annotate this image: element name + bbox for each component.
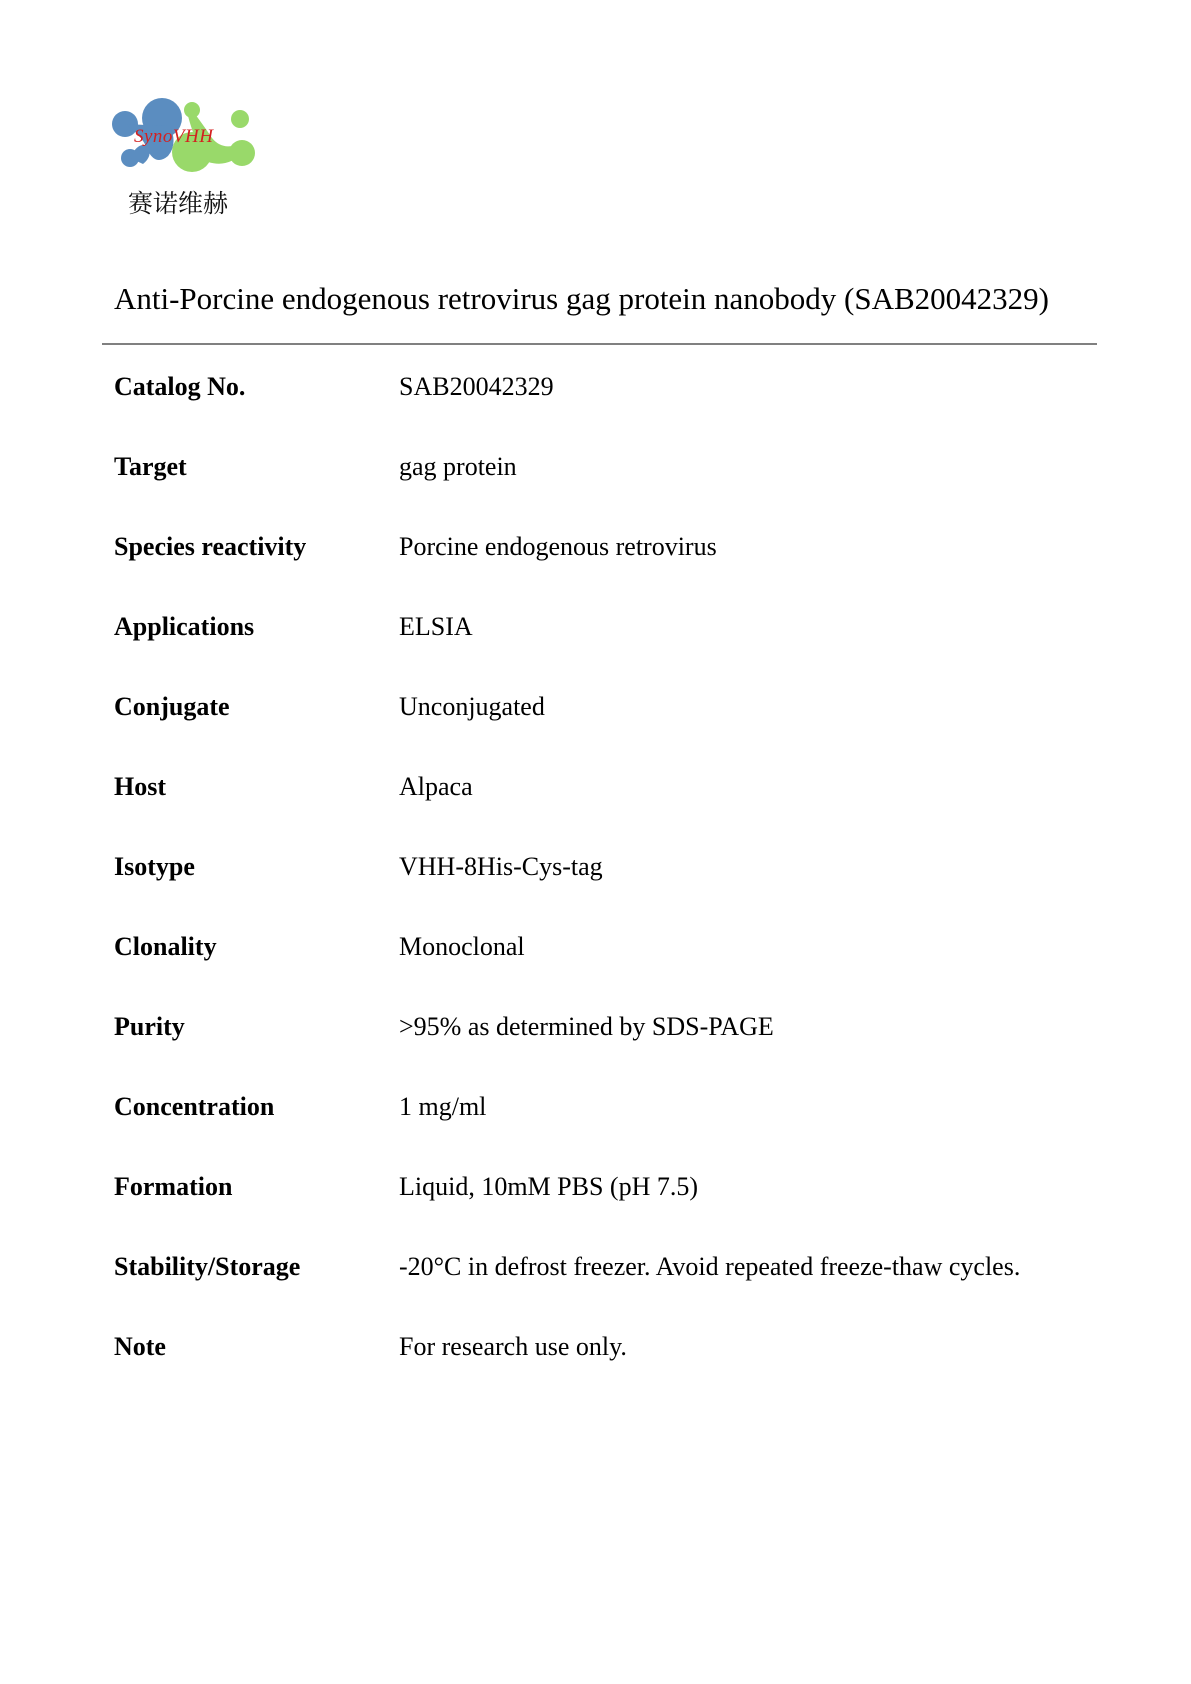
spec-value: gag protein — [399, 452, 517, 481]
logo-graphic — [108, 96, 258, 176]
title-divider — [102, 343, 1097, 345]
spec-row-clonality — [114, 930, 1114, 1010]
spec-label: Catalog No. — [114, 372, 246, 401]
page-title: Anti-Porcine endogenous retrovirus gag protein nanobody (SAB20042329) — [114, 281, 1050, 316]
spec-value: 1 mg/ml — [399, 1092, 487, 1121]
spec-label: Target — [114, 452, 187, 481]
spec-row-species-reactivity — [114, 530, 1114, 610]
spec-value: ELSIA — [399, 612, 473, 641]
spec-label: Host — [114, 772, 166, 801]
spec-label: Formation — [114, 1172, 233, 1201]
logo-brand-text: SynoVHH — [134, 126, 214, 147]
company-logo — [108, 96, 258, 226]
spec-value: Monoclonal — [399, 932, 525, 961]
spec-label: Note — [114, 1332, 166, 1361]
spec-row-concentration — [114, 1090, 1114, 1170]
spec-value: SAB20042329 — [399, 372, 554, 401]
spec-row-conjugate — [114, 690, 1114, 770]
spec-label: Concentration — [114, 1092, 275, 1121]
spec-label: Species reactivity — [114, 532, 307, 561]
spec-row-catalog-no — [114, 370, 1114, 450]
spec-value: >95% as determined by SDS-PAGE — [399, 1012, 774, 1041]
spec-value: Liquid, 10mM PBS (pH 7.5) — [399, 1172, 699, 1201]
spec-row-isotype — [114, 850, 1114, 930]
spec-row-formation — [114, 1170, 1114, 1250]
spec-value: Porcine endogenous retrovirus — [399, 532, 717, 561]
spec-table — [114, 370, 1114, 1410]
spec-row-stability-storage — [114, 1250, 1114, 1330]
spec-value: VHH-8His-Cys-tag — [399, 852, 603, 881]
spec-value: For research use only. — [399, 1332, 627, 1361]
spec-label: Purity — [114, 1012, 185, 1041]
spec-value: -20°C in defrost freezer. Avoid repeated freeze-thaw cycles. — [399, 1252, 1021, 1281]
logo-chinese-name: 赛诺维赫 — [128, 189, 229, 218]
spec-row-host — [114, 770, 1114, 850]
spec-row-target — [114, 450, 1114, 530]
spec-label: Conjugate — [114, 692, 230, 721]
spec-label: Isotype — [114, 852, 195, 881]
spec-label: Clonality — [114, 932, 217, 961]
spec-value: Alpaca — [399, 772, 473, 801]
spec-row-note — [114, 1330, 1114, 1410]
spec-row-applications — [114, 610, 1114, 690]
spec-value: Unconjugated — [399, 692, 545, 721]
spec-label: Applications — [114, 612, 255, 641]
spec-row-purity — [114, 1010, 1114, 1090]
spec-label: Stability/Storage — [114, 1252, 301, 1281]
